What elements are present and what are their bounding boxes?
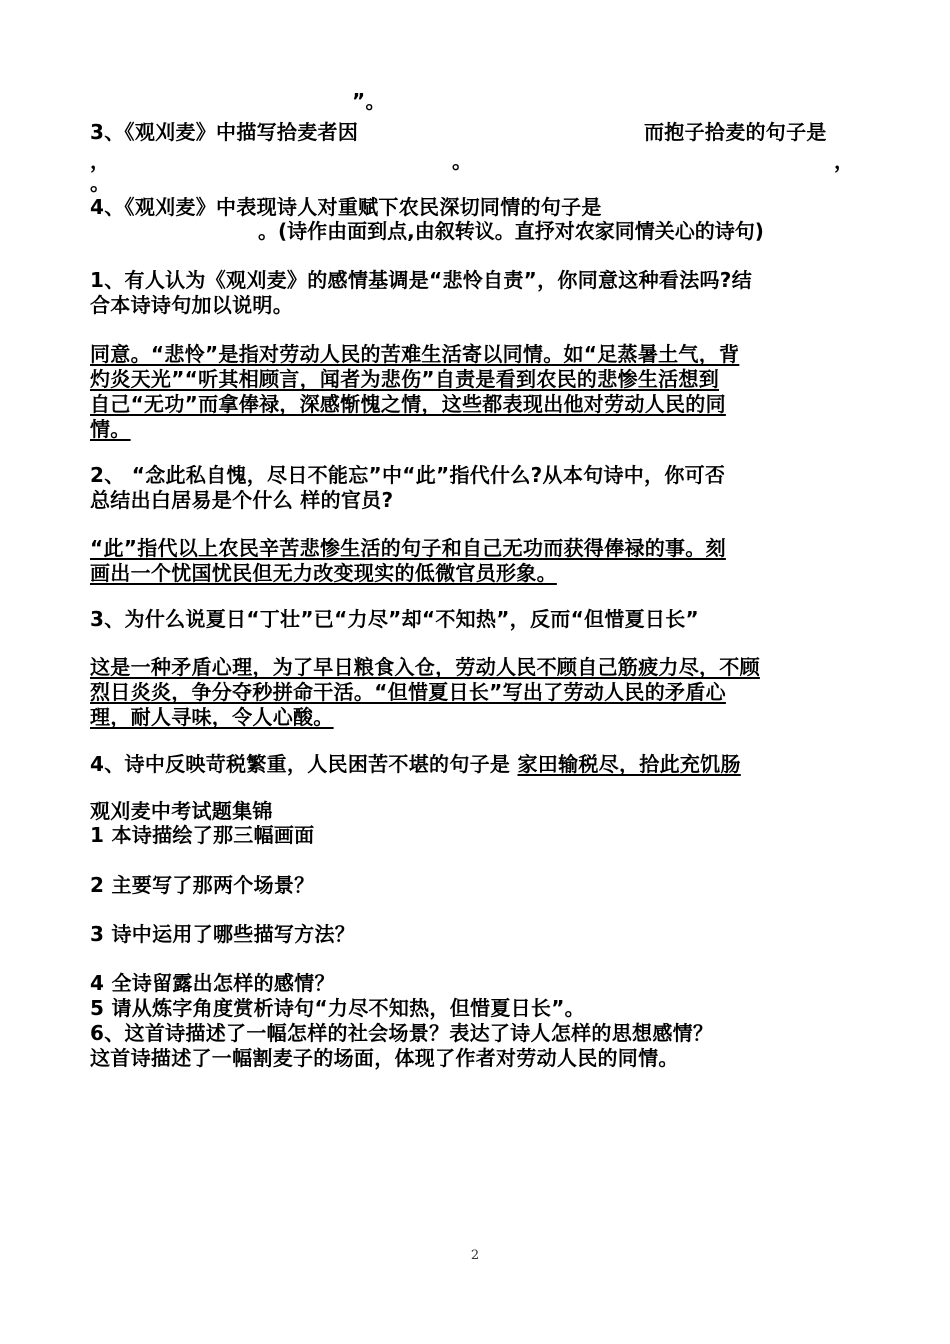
- answer-3-line-1: 这是一种矛盾心理，为了早日粮食入仓，劳动人民不顾自己筋疲力尽，不顾: [90, 655, 760, 679]
- exam-question-5: 5 请从炼字角度赏析诗句“力尽不知热，但惜夏日长”。: [90, 996, 585, 1020]
- answer-3-line-3: 理，耐人寻味，令人心酸。: [90, 705, 334, 729]
- exam-question-4: 4 全诗留露出怎样的感情？: [90, 971, 335, 995]
- answer-4: 家田输税尽，拾此充饥肠: [517, 752, 741, 776]
- answer-2-line-1: “此”指代以上农民辛苦悲惨生活的句子和自己无功而获得俸禄的事。刻: [90, 536, 726, 560]
- question-2-line-1: 2、 “念此私自愧，尽日不能忘”中“此”指代什么?从本句诗中，你可否: [90, 463, 726, 487]
- answer-3-line-2: 烈日炎炎，争分夺秒拼命干活。“但惜夏日长”写出了劳动人民的矛盾心: [90, 680, 726, 704]
- exam-question-6: 6、这首诗描述了一幅怎样的社会场景？表达了诗人怎样的思想感情？: [90, 1021, 714, 1045]
- blank-punct-3: ，: [834, 149, 855, 173]
- question-1-line-1: 1、有人认为《观刈麦》的感情基调是“悲怜自责”，你同意这种看法吗?结: [90, 268, 753, 292]
- page-number: 2: [470, 1248, 480, 1263]
- blank-punct-2: 。: [452, 149, 473, 173]
- question-1-line-2: 合本诗诗句加以说明。: [90, 293, 293, 317]
- question-4-text: 4、诗中反映苛税繁重，人民困苦不堪的句子是: [90, 752, 518, 776]
- answer-1-line-1: 同意。“悲怜”是指对劳动人民的苦难生活寄以同情。如“足蒸暑土气，背: [90, 342, 740, 366]
- question-3: 3、为什么说夏日“丁壮”已“力尽”却“不知热”，反而“但惜夏日长”: [90, 607, 699, 631]
- exam-answer-6: 这首诗描述了一幅割麦子的场面，体现了作者对劳动人民的同情。: [90, 1046, 679, 1070]
- fill-question-4: 4、《观刈麦》中表现诗人对重赋下农民深切同情的句子是: [90, 195, 602, 219]
- exam-section-title: 观刈麦中考试题集锦: [90, 799, 273, 823]
- fill-question-4-note: 。(诗作由面到点,由叙转议。直抒对农家同情关心的诗句): [258, 219, 764, 243]
- answer-1-line-3: 自己“无功”而拿俸禄，深感惭愧之情，这些都表现出他对劳动人民的同: [90, 392, 726, 416]
- question-2-line-2: 总结出白居易是个什么 样的官员?: [90, 488, 394, 512]
- exam-question-2: 2 主要写了那两个场景？: [90, 873, 315, 897]
- answer-2-line-2: 画出一个忧国忧民但无力改变现实的低微官员形象。: [90, 561, 557, 585]
- blank-punct-4: 。: [90, 171, 111, 195]
- fill-question-3: 3、《观刈麦》中描写拾麦者因: [90, 120, 359, 144]
- exam-question-3: 3 诗中运用了哪些描写方法？: [90, 922, 356, 946]
- question-4: [90, 751, 860, 777]
- exam-question-1: 1 本诗描绘了那三幅画面: [90, 823, 315, 847]
- closing-quote: ”。: [352, 89, 386, 113]
- answer-1-line-4: 情。: [90, 417, 131, 441]
- answer-1-line-2: 灼炎天光”“听其相顾言，闻者为悲伤”自责是看到农民的悲惨生活想到: [90, 367, 720, 391]
- fill-question-3-end: 而抱子拾麦的句子是: [644, 120, 827, 144]
- blank-punct-1: ，: [90, 149, 111, 173]
